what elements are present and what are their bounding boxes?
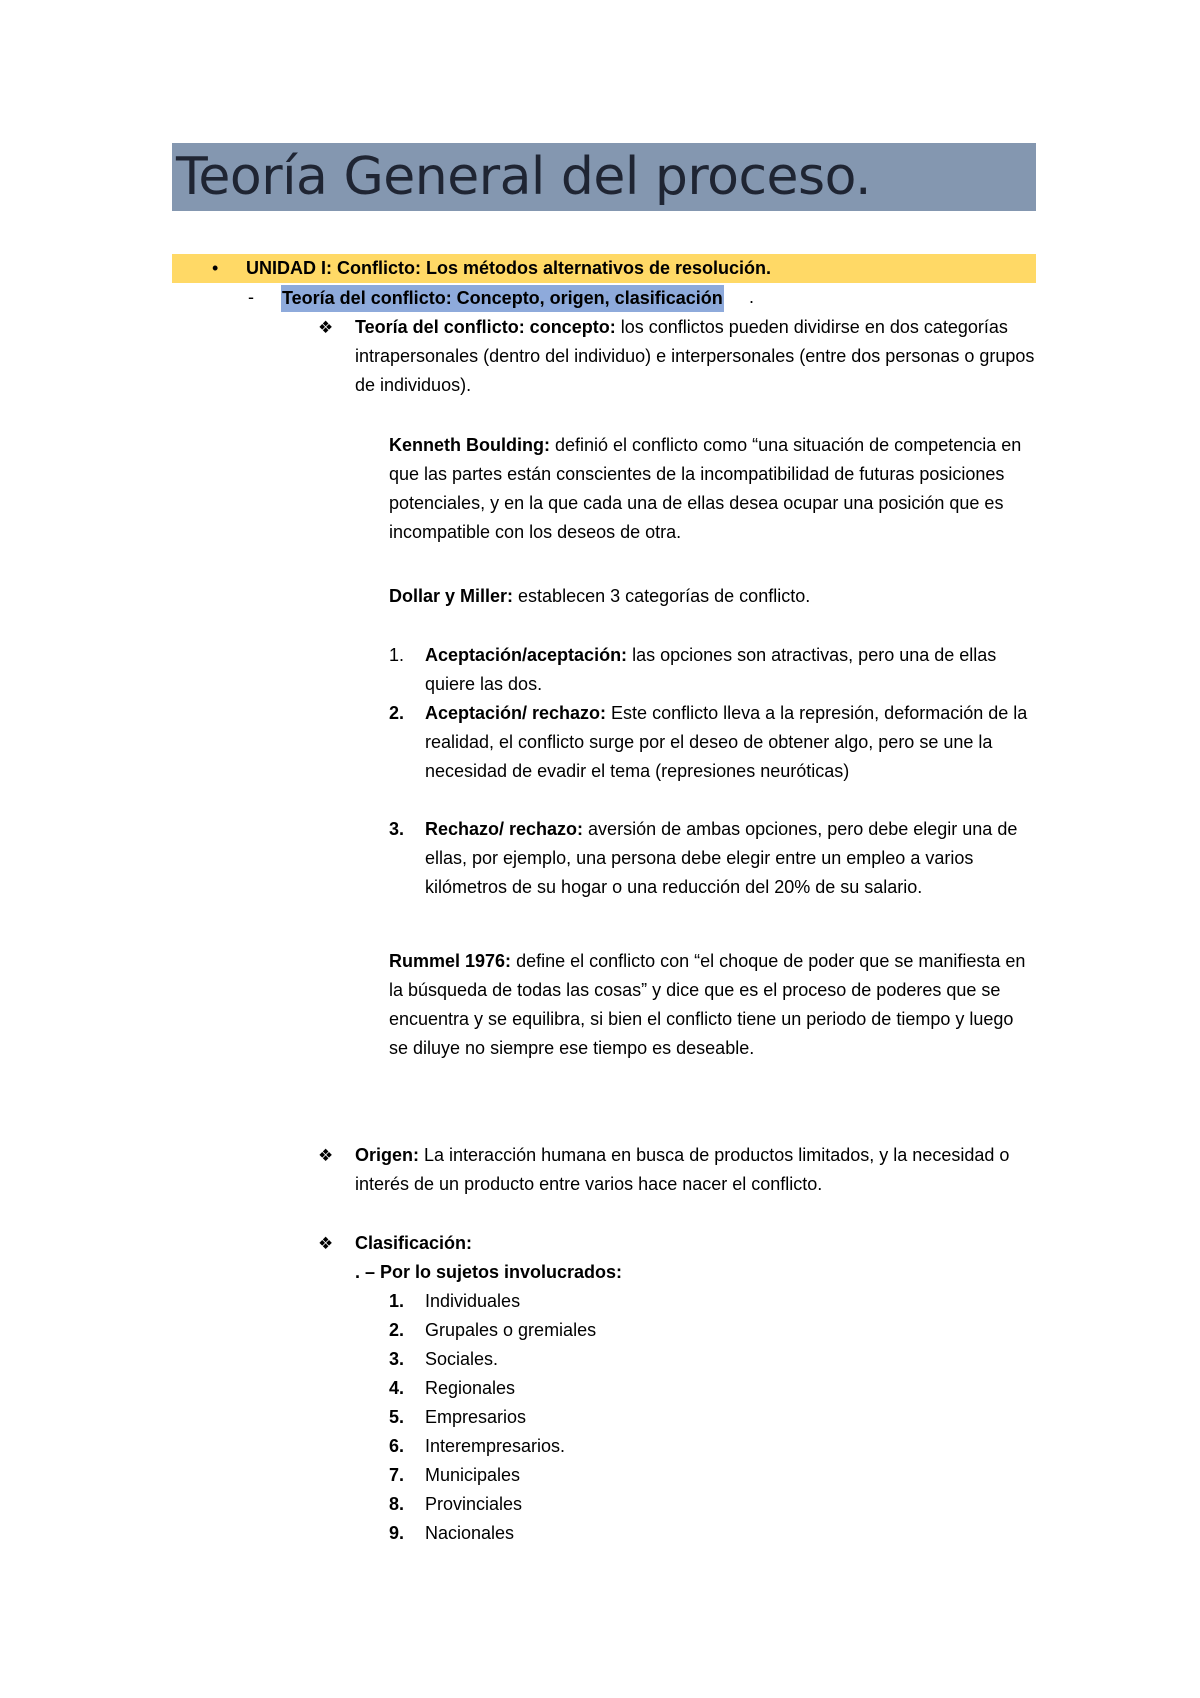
category-item	[425, 641, 1037, 699]
dollar-miller-text: establecen 3 categorías de conflicto.	[513, 586, 811, 606]
category-number: 1.	[389, 645, 405, 665]
origen-paragraph	[355, 1141, 1035, 1199]
category-heading: Rechazo/ rechazo:	[425, 819, 584, 839]
category-number: 3.	[389, 819, 405, 839]
concept-paragraph	[355, 313, 1035, 400]
classification-item: Regionales	[425, 1378, 516, 1398]
classification-number: 6.	[389, 1436, 405, 1456]
boulding-text: definió el conflicto como “una situación de competencia en que las partes están conscientes de la incompatibilidad de futuras posiciones potenciales, y en la que cada una de ellas desea ocupar una posición que es incompatible con los deseos de otra.	[389, 435, 1022, 542]
concept-heading: Teoría del conflicto: concepto:	[355, 317, 616, 337]
unit-heading: UNIDAD I: Conflicto: Los métodos alternativos de resolución.	[246, 258, 772, 278]
title-band	[172, 143, 1036, 211]
category-heading: Aceptación/ rechazo:	[425, 703, 607, 723]
origen-heading: Origen:	[355, 1145, 420, 1165]
dash-marker: -	[248, 287, 254, 307]
rummel-paragraph	[389, 947, 1037, 1063]
classification-number: 7.	[389, 1465, 405, 1485]
classification-number: 4.	[389, 1378, 405, 1398]
classification-item: Grupales o gremiales	[425, 1320, 597, 1340]
classification-number: 1.	[389, 1291, 405, 1311]
classification-number: 5.	[389, 1407, 405, 1427]
concept-text: los conflictos pueden dividirse en dos categorías intrapersonales (dentro del individuo) e interpersonales (entre dos personas o grupos de individuos).	[355, 317, 1035, 395]
classification-number: 3.	[389, 1349, 405, 1369]
classification-number: 2.	[389, 1320, 405, 1340]
classification-number: 8.	[389, 1494, 405, 1514]
boulding-paragraph	[389, 431, 1037, 547]
diamond-bullet-icon: ❖	[318, 1234, 334, 1253]
clasificacion-subheading: . – Por lo sujetos involucrados:	[355, 1262, 623, 1282]
category-heading: Aceptación/aceptación:	[425, 645, 628, 665]
classification-item: Empresarios	[425, 1407, 527, 1427]
boulding-author: Kenneth Boulding:	[389, 435, 550, 455]
classification-item: Municipales	[425, 1465, 521, 1485]
category-text: Este conflicto lleva a la represión, deformación de la realidad, el conflicto surge por el deseo de obtener algo, pero se une la necesidad de evadir el tema (represiones neuróticas)	[425, 703, 1028, 781]
classification-item: Individuales	[425, 1291, 521, 1311]
rummel-author: Rummel 1976:	[389, 951, 512, 971]
rummel-text: define el conflicto con “el choque de poder que se manifiesta en la búsqueda de todas las cosas” y dice que es el proceso de poderes que se encuentra y se equilibra, si bien el conflicto tiene un periodo de tiempo y luego se diluye no siempre ese tiempo es deseable.	[389, 951, 1026, 1058]
dollar-miller-paragraph	[389, 582, 1037, 611]
classification-item: Nacionales	[425, 1523, 515, 1543]
clasificacion-heading: Clasificación:	[355, 1233, 473, 1253]
bullet-icon: •	[212, 258, 219, 278]
origen-text: La interacción humana en busca de productos limitados, y la necesidad o interés de un producto entre varios hace nacer el conflicto.	[355, 1145, 1010, 1194]
category-text: las opciones son atractivas, pero una de ellas quiere las dos.	[425, 645, 997, 694]
document-title: Teoría General del proceso.	[176, 147, 872, 207]
subtopic-period: .	[749, 287, 755, 307]
classification-item: Provinciales	[425, 1494, 523, 1514]
subtopic-heading: Teoría del conflicto: Concepto, origen, clasificación	[281, 285, 724, 312]
category-item	[425, 815, 1037, 902]
classification-number: 9.	[389, 1523, 405, 1543]
diamond-bullet-icon: ❖	[318, 318, 334, 337]
classification-item: Sociales.	[425, 1349, 499, 1369]
diamond-bullet-icon: ❖	[318, 1146, 334, 1165]
category-item	[425, 699, 1037, 786]
category-text: aversión de ambas opciones, pero debe elegir una de ellas, por ejemplo, una persona debe elegir entre un empleo a varios kilómetros de su hogar o una reducción del 20% de su salario.	[425, 819, 1018, 897]
classification-item: Interempresarios.	[425, 1436, 566, 1456]
dollar-miller-author: Dollar y Miller:	[389, 586, 514, 606]
category-number: 2.	[389, 703, 405, 723]
